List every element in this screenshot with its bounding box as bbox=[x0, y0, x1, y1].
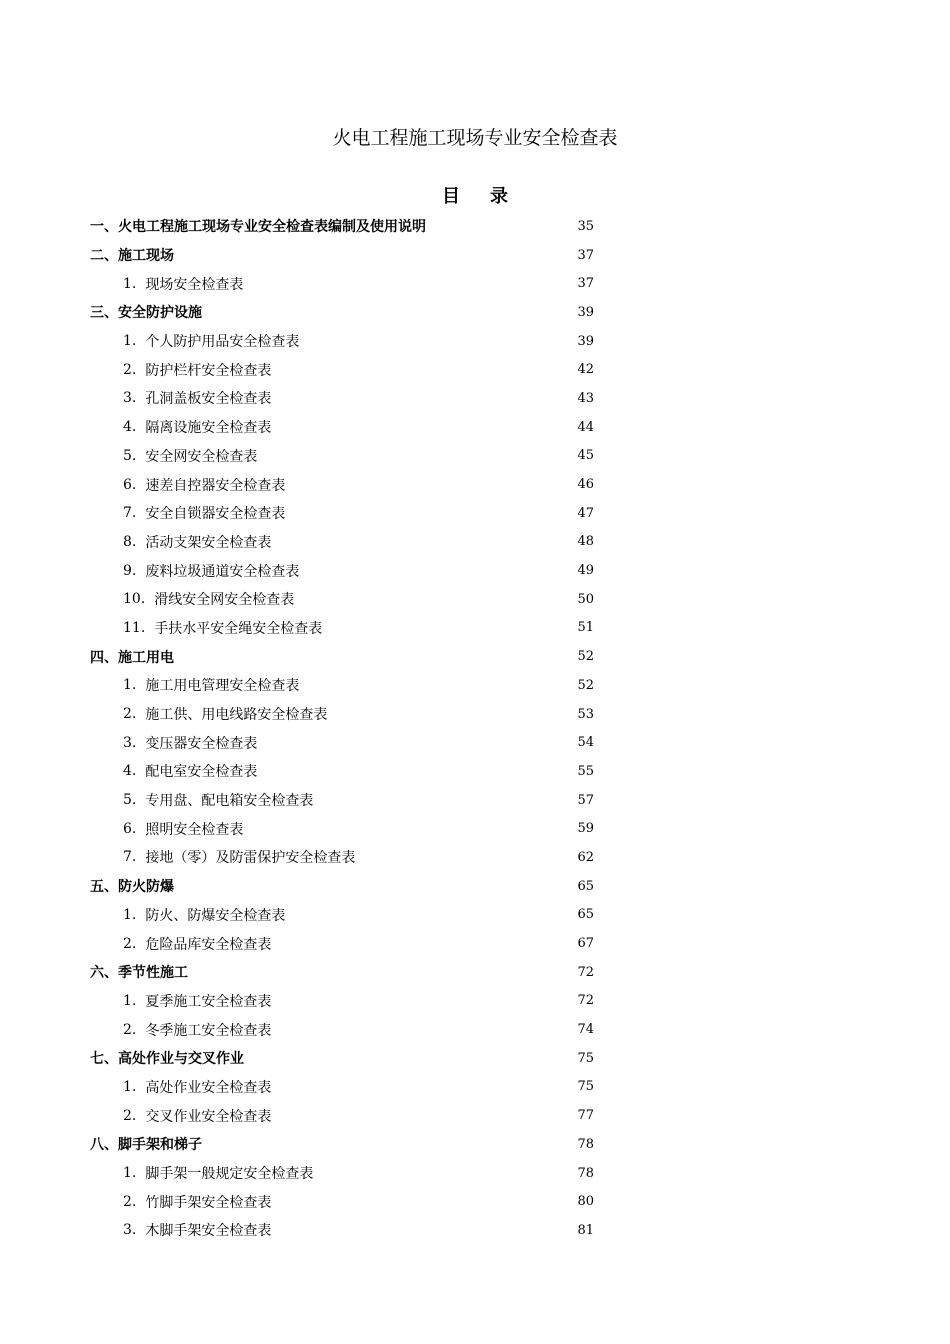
toc-dot-leader bbox=[300, 594, 575, 604]
toc-entry-number: 二、 bbox=[90, 248, 118, 265]
toc-dot-leader bbox=[180, 652, 575, 662]
toc-entry-number: 5. bbox=[123, 447, 137, 464]
toc-entry-page-number: 37 bbox=[577, 247, 594, 263]
toc-entry-number: 六、 bbox=[90, 965, 118, 982]
toc-entry-page-number: 77 bbox=[577, 1108, 594, 1124]
table-of-contents bbox=[0, 212, 950, 1245]
toc-item-entry[interactable] bbox=[0, 355, 594, 384]
toc-entry-number: 1. bbox=[123, 906, 137, 923]
toc-item-entry[interactable] bbox=[0, 671, 594, 700]
toc-dot-leader bbox=[277, 1111, 575, 1121]
toc-entry-page-number: 44 bbox=[577, 419, 594, 435]
toc-entry-number: 7. bbox=[123, 505, 137, 522]
toc-dot-leader bbox=[263, 766, 575, 776]
toc-entry-label: 施工现场 bbox=[118, 248, 174, 265]
toc-entry-number: 1. bbox=[123, 1165, 137, 1182]
toc-entry-page-number: 35 bbox=[577, 218, 594, 234]
toc-entry-number: 10. bbox=[123, 591, 146, 608]
toc-item-entry[interactable] bbox=[0, 1187, 594, 1216]
toc-section-entry[interactable] bbox=[0, 642, 594, 671]
toc-dot-leader bbox=[249, 824, 575, 834]
document-title: 火电工程施工现场专业安全检查表 bbox=[332, 127, 618, 149]
toc-entry-page-number: 54 bbox=[577, 735, 594, 751]
toc-entry-number: 7. bbox=[123, 849, 137, 866]
toc-entry-page-number: 39 bbox=[577, 304, 594, 320]
toc-entry-page-number: 52 bbox=[577, 649, 594, 665]
toc-dot-leader bbox=[277, 422, 575, 432]
toc-dot-leader bbox=[277, 1225, 575, 1235]
toc-item-entry[interactable] bbox=[0, 470, 594, 499]
toc-entry-page-number: 72 bbox=[577, 993, 594, 1009]
toc-entry-number: 1. bbox=[123, 992, 137, 1009]
toc-entry-number: 1. bbox=[123, 275, 137, 292]
toc-item-entry[interactable] bbox=[0, 814, 594, 843]
toc-item-entry[interactable] bbox=[0, 384, 594, 413]
toc-entry-label: 照明安全检查表 bbox=[145, 821, 244, 838]
toc-entry-number: 8. bbox=[123, 533, 137, 550]
toc-dot-leader bbox=[263, 451, 575, 461]
toc-dot-leader bbox=[305, 680, 575, 690]
toc-entry-label: 现场安全检查表 bbox=[145, 276, 244, 293]
toc-entry-number: 三、 bbox=[90, 305, 118, 322]
toc-entry-page-number: 74 bbox=[577, 1022, 594, 1038]
toc-entry-number: 八、 bbox=[90, 1137, 118, 1154]
toc-entry-label: 安全自锁器安全检查表 bbox=[145, 506, 286, 523]
toc-dot-leader bbox=[249, 279, 575, 289]
toc-entry-number: 6. bbox=[123, 820, 137, 837]
toc-dot-leader bbox=[277, 996, 575, 1006]
toc-entry-number: 9. bbox=[123, 562, 137, 579]
toc-entry-page-number: 52 bbox=[577, 677, 594, 693]
toc-entry-number: 七、 bbox=[90, 1051, 118, 1068]
toc-item-entry[interactable] bbox=[0, 1101, 594, 1130]
toc-entry-number: 一、 bbox=[90, 219, 118, 236]
toc-dot-leader bbox=[208, 307, 575, 317]
toc-section-entry[interactable] bbox=[0, 1130, 594, 1159]
toc-entry-label: 配电室安全检查表 bbox=[145, 764, 258, 781]
toc-entry-page-number: 51 bbox=[577, 620, 594, 636]
toc-item-entry[interactable] bbox=[0, 499, 594, 528]
toc-entry-page-number: 78 bbox=[577, 1165, 594, 1181]
toc-entry-label: 冬季施工安全检查表 bbox=[145, 1022, 272, 1039]
toc-entry-page-number: 67 bbox=[577, 936, 594, 952]
toc-entry-label: 废料垃圾通道安全检查表 bbox=[145, 563, 300, 580]
toc-item-entry[interactable] bbox=[0, 843, 594, 872]
toc-entry-number: 2. bbox=[123, 1021, 137, 1038]
toc-dot-leader bbox=[432, 221, 575, 231]
toc-item-entry[interactable] bbox=[0, 327, 594, 356]
toc-entry-number: 四、 bbox=[90, 649, 118, 666]
toc-dot-leader bbox=[305, 566, 575, 576]
toc-entry-page-number: 49 bbox=[577, 563, 594, 579]
toc-entry-label: 滑线安全网安全检查表 bbox=[154, 592, 295, 609]
toc-dot-leader bbox=[291, 508, 575, 518]
toc-dot-leader bbox=[277, 1025, 575, 1035]
toc-entry-number: 2. bbox=[123, 361, 137, 378]
toc-entry-page-number: 75 bbox=[577, 1079, 594, 1095]
toc-dot-leader bbox=[319, 795, 575, 805]
toc-entry-number: 2. bbox=[123, 706, 137, 723]
toc-entry-page-number: 42 bbox=[577, 362, 594, 378]
toc-entry-label: 竹脚手架安全检查表 bbox=[145, 1194, 272, 1211]
toc-entry-page-number: 62 bbox=[577, 849, 594, 865]
toc-entry-number: 11. bbox=[123, 619, 146, 636]
toc-item-entry[interactable] bbox=[0, 556, 594, 585]
toc-item-entry[interactable] bbox=[0, 585, 594, 614]
toc-dot-leader bbox=[180, 881, 575, 891]
toc-dot-leader bbox=[180, 250, 575, 260]
toc-item-entry[interactable] bbox=[0, 757, 594, 786]
toc-entry-page-number: 47 bbox=[577, 505, 594, 521]
toc-item-entry[interactable] bbox=[0, 413, 594, 442]
toc-dot-leader bbox=[305, 336, 575, 346]
toc-entry-page-number: 45 bbox=[577, 448, 594, 464]
toc-entry-number: 4. bbox=[123, 763, 137, 780]
toc-item-entry[interactable] bbox=[0, 1216, 594, 1245]
toc-entry-label: 施工用电 bbox=[118, 649, 174, 666]
toc-dot-leader bbox=[361, 852, 575, 862]
toc-entry-number: 5. bbox=[123, 792, 137, 809]
toc-dot-leader bbox=[291, 480, 575, 490]
toc-entry-label: 高处作业安全检查表 bbox=[145, 1079, 272, 1096]
toc-entry-label: 防火防爆 bbox=[118, 879, 174, 896]
toc-entry-page-number: 39 bbox=[577, 333, 594, 349]
toc-dot-leader bbox=[277, 365, 575, 375]
toc-entry-page-number: 55 bbox=[577, 763, 594, 779]
toc-item-entry[interactable] bbox=[0, 614, 594, 643]
toc-entry-label: 交叉作业安全检查表 bbox=[145, 1108, 272, 1125]
toc-entry-label: 夏季施工安全检查表 bbox=[145, 993, 272, 1010]
toc-entry-number: 6. bbox=[123, 476, 137, 493]
toc-entry-number: 2. bbox=[123, 1193, 137, 1210]
toc-entry-label: 隔离设施安全检查表 bbox=[145, 420, 272, 437]
toc-dot-leader bbox=[277, 1197, 575, 1207]
toc-entry-label: 季节性施工 bbox=[118, 965, 188, 982]
toc-entry-label: 高处作业与交叉作业 bbox=[118, 1051, 244, 1068]
toc-item-entry[interactable] bbox=[0, 442, 594, 471]
toc-entry-label: 木脚手架安全检查表 bbox=[145, 1223, 272, 1240]
toc-dot-leader bbox=[277, 939, 575, 949]
toc-dot-leader bbox=[319, 1168, 575, 1178]
toc-item-entry[interactable] bbox=[0, 528, 594, 557]
toc-entry-number: 3. bbox=[123, 1222, 137, 1239]
toc-entry-number: 1. bbox=[123, 1078, 137, 1095]
toc-entry-page-number: 78 bbox=[577, 1136, 594, 1152]
toc-dot-leader bbox=[263, 738, 575, 748]
toc-section-entry[interactable] bbox=[0, 872, 594, 901]
toc-entry-number: 2. bbox=[123, 935, 137, 952]
toc-section-entry[interactable] bbox=[0, 212, 594, 241]
toc-dot-leader bbox=[277, 1082, 575, 1092]
toc-entry-page-number: 48 bbox=[577, 534, 594, 550]
toc-entry-label: 安全网安全检查表 bbox=[145, 448, 258, 465]
toc-entry-page-number: 43 bbox=[577, 390, 594, 406]
toc-entry-page-number: 53 bbox=[577, 706, 594, 722]
toc-item-entry[interactable] bbox=[0, 1159, 594, 1188]
toc-dot-leader bbox=[333, 709, 575, 719]
toc-section-entry[interactable] bbox=[0, 298, 594, 327]
toc-item-entry[interactable] bbox=[0, 1073, 594, 1102]
toc-dot-leader bbox=[328, 623, 575, 633]
toc-entry-number: 4. bbox=[123, 419, 137, 436]
toc-entry-number: 3. bbox=[123, 390, 137, 407]
toc-dot-leader bbox=[194, 967, 575, 977]
toc-entry-label: 变压器安全检查表 bbox=[145, 735, 258, 752]
toc-entry-label: 防火、防爆安全检查表 bbox=[145, 907, 286, 924]
toc-item-entry[interactable] bbox=[0, 786, 594, 815]
toc-entry-page-number: 50 bbox=[577, 591, 594, 607]
toc-item-entry[interactable] bbox=[0, 929, 594, 958]
toc-entry-label: 脚手架和梯子 bbox=[118, 1137, 202, 1154]
toc-entry-page-number: 75 bbox=[577, 1050, 594, 1066]
toc-entry-number: 3. bbox=[123, 734, 137, 751]
toc-entry-label: 火电工程施工现场专业安全检查表编制及使用说明 bbox=[118, 219, 426, 236]
toc-entry-page-number: 37 bbox=[577, 276, 594, 292]
toc-entry-label: 个人防护用品安全检查表 bbox=[145, 334, 300, 351]
toc-dot-leader bbox=[291, 910, 575, 920]
toc-entry-label: 防护栏杆安全检查表 bbox=[145, 362, 272, 379]
toc-item-entry[interactable] bbox=[0, 728, 594, 757]
toc-item-entry[interactable] bbox=[0, 700, 594, 729]
toc-entry-label: 活动支架安全检查表 bbox=[145, 534, 272, 551]
toc-entry-page-number: 65 bbox=[577, 907, 594, 923]
toc-entry-label: 接地（零）及防雷保护安全检查表 bbox=[145, 850, 356, 867]
toc-entry-label: 专用盘、配电箱安全检查表 bbox=[145, 793, 314, 810]
toc-entry-page-number: 80 bbox=[577, 1194, 594, 1210]
toc-entry-label: 孔洞盖板安全检查表 bbox=[145, 391, 272, 408]
toc-item-entry[interactable] bbox=[0, 1015, 594, 1044]
toc-dot-leader bbox=[208, 1139, 575, 1149]
toc-entry-page-number: 59 bbox=[577, 821, 594, 837]
toc-item-entry[interactable] bbox=[0, 901, 594, 930]
toc-heading: 目录 bbox=[442, 186, 538, 207]
toc-entry-page-number: 81 bbox=[577, 1222, 594, 1238]
toc-dot-leader bbox=[250, 1053, 575, 1063]
toc-entry-number: 2. bbox=[123, 1107, 137, 1124]
toc-entry-number: 五、 bbox=[90, 879, 118, 896]
toc-entry-label: 危险品库安全检查表 bbox=[145, 936, 272, 953]
toc-entry-number: 1. bbox=[123, 677, 137, 694]
toc-dot-leader bbox=[277, 393, 575, 403]
toc-entry-page-number: 65 bbox=[577, 878, 594, 894]
toc-section-entry[interactable] bbox=[0, 1044, 594, 1073]
toc-entry-label: 脚手架一般规定安全检查表 bbox=[145, 1166, 314, 1183]
toc-entry-label: 速差自控器安全检查表 bbox=[145, 477, 286, 494]
toc-entry-page-number: 72 bbox=[577, 964, 594, 980]
toc-entry-label: 手扶水平安全绳安全检查表 bbox=[154, 620, 323, 637]
toc-entry-page-number: 46 bbox=[577, 477, 594, 493]
toc-entry-page-number: 57 bbox=[577, 792, 594, 808]
toc-section-entry[interactable] bbox=[0, 958, 594, 987]
toc-dot-leader bbox=[277, 537, 575, 547]
toc-entry-label: 安全防护设施 bbox=[118, 305, 202, 322]
toc-entry-number: 1. bbox=[123, 333, 137, 350]
toc-item-entry[interactable] bbox=[0, 987, 594, 1016]
toc-entry-label: 施工用电管理安全检查表 bbox=[145, 678, 300, 695]
toc-entry-label: 施工供、用电线路安全检查表 bbox=[145, 707, 328, 724]
toc-section-entry[interactable] bbox=[0, 241, 594, 270]
toc-item-entry[interactable] bbox=[0, 269, 594, 298]
